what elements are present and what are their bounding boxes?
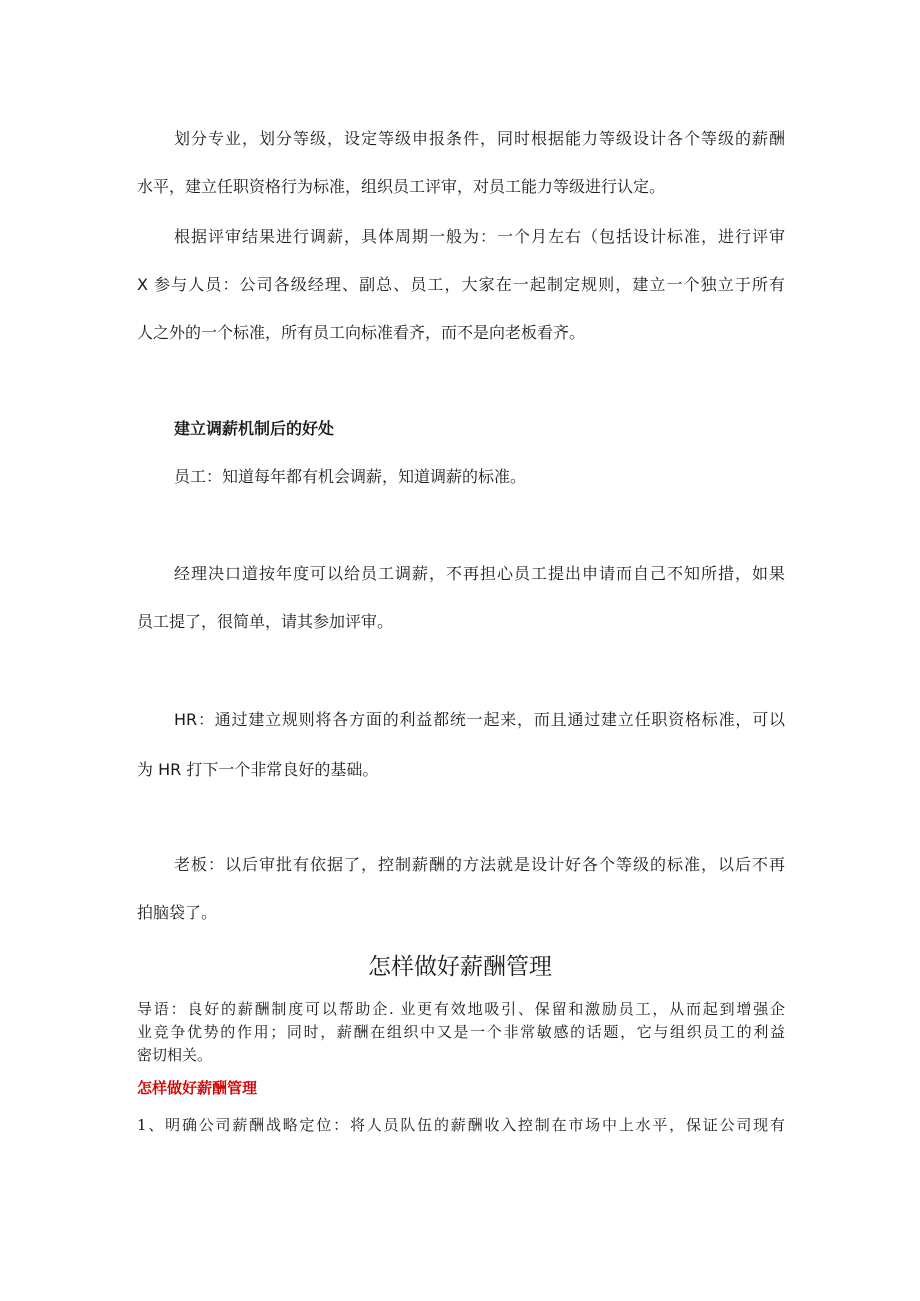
paragraph-line: 老板：以后审批有依据了，控制薪酬的方法就是设计好各个等级的标准，以后不再 <box>174 855 785 874</box>
paragraph-line: 根据评审结果进行调薪，具体周期一般为：一个月左右（包括设计标准，进行评审 <box>174 227 785 246</box>
article-title: 怎样做好薪酬管理 <box>368 954 552 980</box>
paragraph-line: 划分专业，划分等级，设定等级申报条件，同时根据能力等级设计各个等级的薪酬 <box>174 129 785 148</box>
paragraph-line: 拍脑袋了。 <box>137 903 218 922</box>
intro-line: 导语：良好的薪酬制度可以帮助企. 业更有效地吸引、保留和激励员工，从而起到增强企 <box>137 1000 785 1018</box>
paragraph-line: 水平，建立任职资格行为标准，组织员工评审，对员工能力等级进行认定。 <box>137 177 666 196</box>
paragraph-line: 经理决口道按年度可以给员工调薪，不再担心员工提出申请而自己不知所措，如果 <box>174 564 785 583</box>
paragraph-line: 为 HR 打下一个非常良好的基础。 <box>137 760 379 779</box>
intro-line: 密切相关。 <box>137 1046 213 1064</box>
red-subheading: 怎样做好薪酬管理 <box>137 1079 258 1097</box>
paragraph-line: HR：通过建立规则将各方面的利益都统一起来，而且通过建立任职资格标准，可以 <box>174 710 785 729</box>
section-heading: 建立调薪机制后的好处 <box>174 419 335 438</box>
list-item: 1、明确公司薪酬战略定位：将人员队伍的薪酬收入控制在市场中上水平，保证公司现有 <box>137 1116 785 1134</box>
paragraph-line: 员工：知道每年都有机会调薪，知道调薪的标准。 <box>174 467 527 486</box>
intro-line: 业竞争优势的作用；同时，薪酬在组织中又是一个非常敏感的话题，它与组织员工的利益 <box>137 1023 785 1041</box>
paragraph-line: 人之外的一个标准，所有员工向标准看齐，而不是向老板看齐。 <box>137 323 586 342</box>
paragraph-line: X 参与人员：公司各级经理、副总、员工，大家在一起制定规则，建立一个独立于所有 <box>137 275 785 294</box>
paragraph-line: 员工提了，很简单，请其参加评审。 <box>137 612 394 631</box>
